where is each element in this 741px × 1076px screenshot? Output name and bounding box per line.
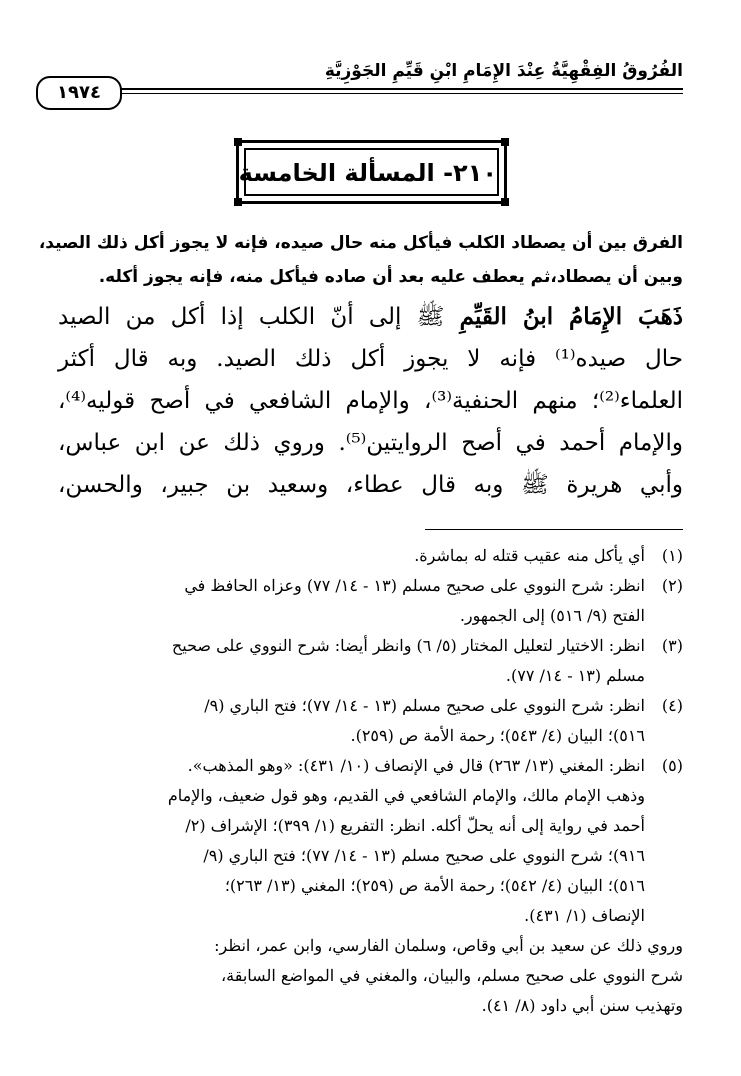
footnote-line: ٥١٦)؛ البيان (٤/ ٥٤٣)؛ رحمة الأمة ص (٢٥٩). — [350, 726, 645, 745]
footnote-line: أحمد في رواية إلى أنه يحلّ أكله. انظر: التفريع (١/ ٣٩٩)؛ الإشراف (٢/ — [185, 816, 645, 835]
section-heading-frame — [236, 140, 507, 204]
footnote-separator — [425, 529, 683, 530]
frame-corner-ornament — [234, 138, 242, 146]
footnote-line: أي يأكل منه عقيب قتله له بماشرة. — [414, 546, 645, 565]
issue-statement — [38, 226, 683, 294]
text-line — [58, 296, 683, 338]
text-span: ﷺ إلى أنّ الكلب إذا أكل من الصيد — [58, 304, 460, 330]
footnote-line: انظر: شرح النووي على صحيح مسلم (١٣ - ١٤/ ٧٧) وعزاه الحافظ في — [184, 576, 645, 595]
text-line: حال صيده⁽¹⁾ فإنه لا يجوز أكل ذلك الصيد. وبه قال أكثر — [58, 346, 683, 372]
footnote-line: الإنصاف (١/ ٤٣١). — [524, 906, 645, 925]
footnote-line: ٥١٦)؛ البيان (٤/ ٥٤٢)؛ رحمة الأمة ص (٢٥٩)؛ المغني (١٣/ ٢٦٣)؛ — [224, 876, 645, 895]
footnote-line: انظر: المغني (١٣/ ٢٦٣) قال في الإنصاف (١٠/ ٤٣١): «وهو المذهب». — [187, 756, 645, 775]
running-header-title: الفُرُوقُ الفِقْهِيَّةُ عِنْدَ الإِمَامِ ابْنِ قَيِّمِ الجَوْزِيَّةِ — [324, 61, 683, 81]
page-number: ١٩٧٤ — [36, 76, 122, 110]
section-title: ٢١٠- المسألة الخامسة — [238, 159, 497, 187]
frame-corner-ornament — [501, 138, 509, 146]
text-line: العلماء⁽²⁾؛ منهم الحنفية⁽³⁾، والإمام الشافعي في أصح قوليه⁽⁴⁾، — [58, 388, 684, 414]
frame-corner-ornament — [234, 198, 242, 206]
issue-line: الفرق بين أن يصطاد الكلب فيأكل منه حال صيده، فإنه لا يجوز أكل ذلك الصيد، — [38, 233, 683, 253]
header-rule — [58, 88, 683, 94]
footnote-number: (٢) — [661, 576, 683, 595]
frame-corner-ornament — [501, 198, 509, 206]
footnote-line: مسلم (١٣ - ١٤/ ٧٧). — [505, 666, 645, 685]
footnote-line: الفتح (٩/ ٥١٦) إلى الجمهور. — [459, 606, 645, 625]
footnote-line: وذهب الإمام مالك، والإمام الشافعي في القديم، وهو قول ضعيف، والإمام — [167, 786, 645, 805]
footnote-continuation — [58, 931, 683, 1021]
main-text — [58, 296, 683, 506]
footnote-number: (٣) — [661, 636, 683, 655]
footnote-continuation — [58, 781, 683, 931]
footnote — [58, 541, 683, 571]
footnote-line: انظر: شرح النووي على صحيح مسلم (١٣ - ١٤/ ٧٧)؛ فتح الباري (٩/ — [204, 696, 645, 715]
footnote-number: (١) — [661, 546, 683, 565]
section-heading-inner-frame — [238, 148, 499, 196]
footnote — [58, 751, 683, 781]
footnotes — [58, 541, 683, 1021]
imam-name: ذَهَبَ الإِمَامُ ابنُ القَيِّمِ — [459, 303, 683, 330]
footnote-line: انظر: الاختيار لتعليل المختار (٥/ ٦) وانظر أيضا: شرح النووي على صحيح — [171, 636, 645, 655]
footnote-line: ٩١٦)؛ شرح النووي على صحيح مسلم (١٣ - ١٤/ ٧٧)؛ فتح الباري (٩/ — [203, 846, 645, 865]
issue-line: وبين أن يصطاد،ثم يعطف عليه بعد أن صاده فيأكل منه، فإنه يجوز أكله. — [98, 267, 683, 287]
text-line: والإمام أحمد في أصح الروايتين⁽⁵⁾. وروي ذلك عن ابن عباس، — [58, 430, 683, 456]
footnote — [58, 691, 683, 751]
footnote-line: وتهذيب سنن أبي داود (٨/ ٤١). — [481, 996, 683, 1015]
footnote-number: (٤) — [661, 696, 683, 715]
footnote-number: (٥) — [661, 756, 683, 775]
footnote — [58, 571, 683, 631]
text-line: وأبي هريرة ﷺ وبه قال عطاء، وسعيد بن جبير، والحسن، — [58, 472, 683, 498]
footnote-line: وروي ذلك عن سعيد بن أبي وقاص، وسلمان الفارسي، وابن عمر، انظر: — [214, 936, 683, 955]
footnote-line: شرح النووي على صحيح مسلم، والبيان، والمغني في المواضع السابقة، — [221, 966, 683, 985]
footnote — [58, 631, 683, 691]
